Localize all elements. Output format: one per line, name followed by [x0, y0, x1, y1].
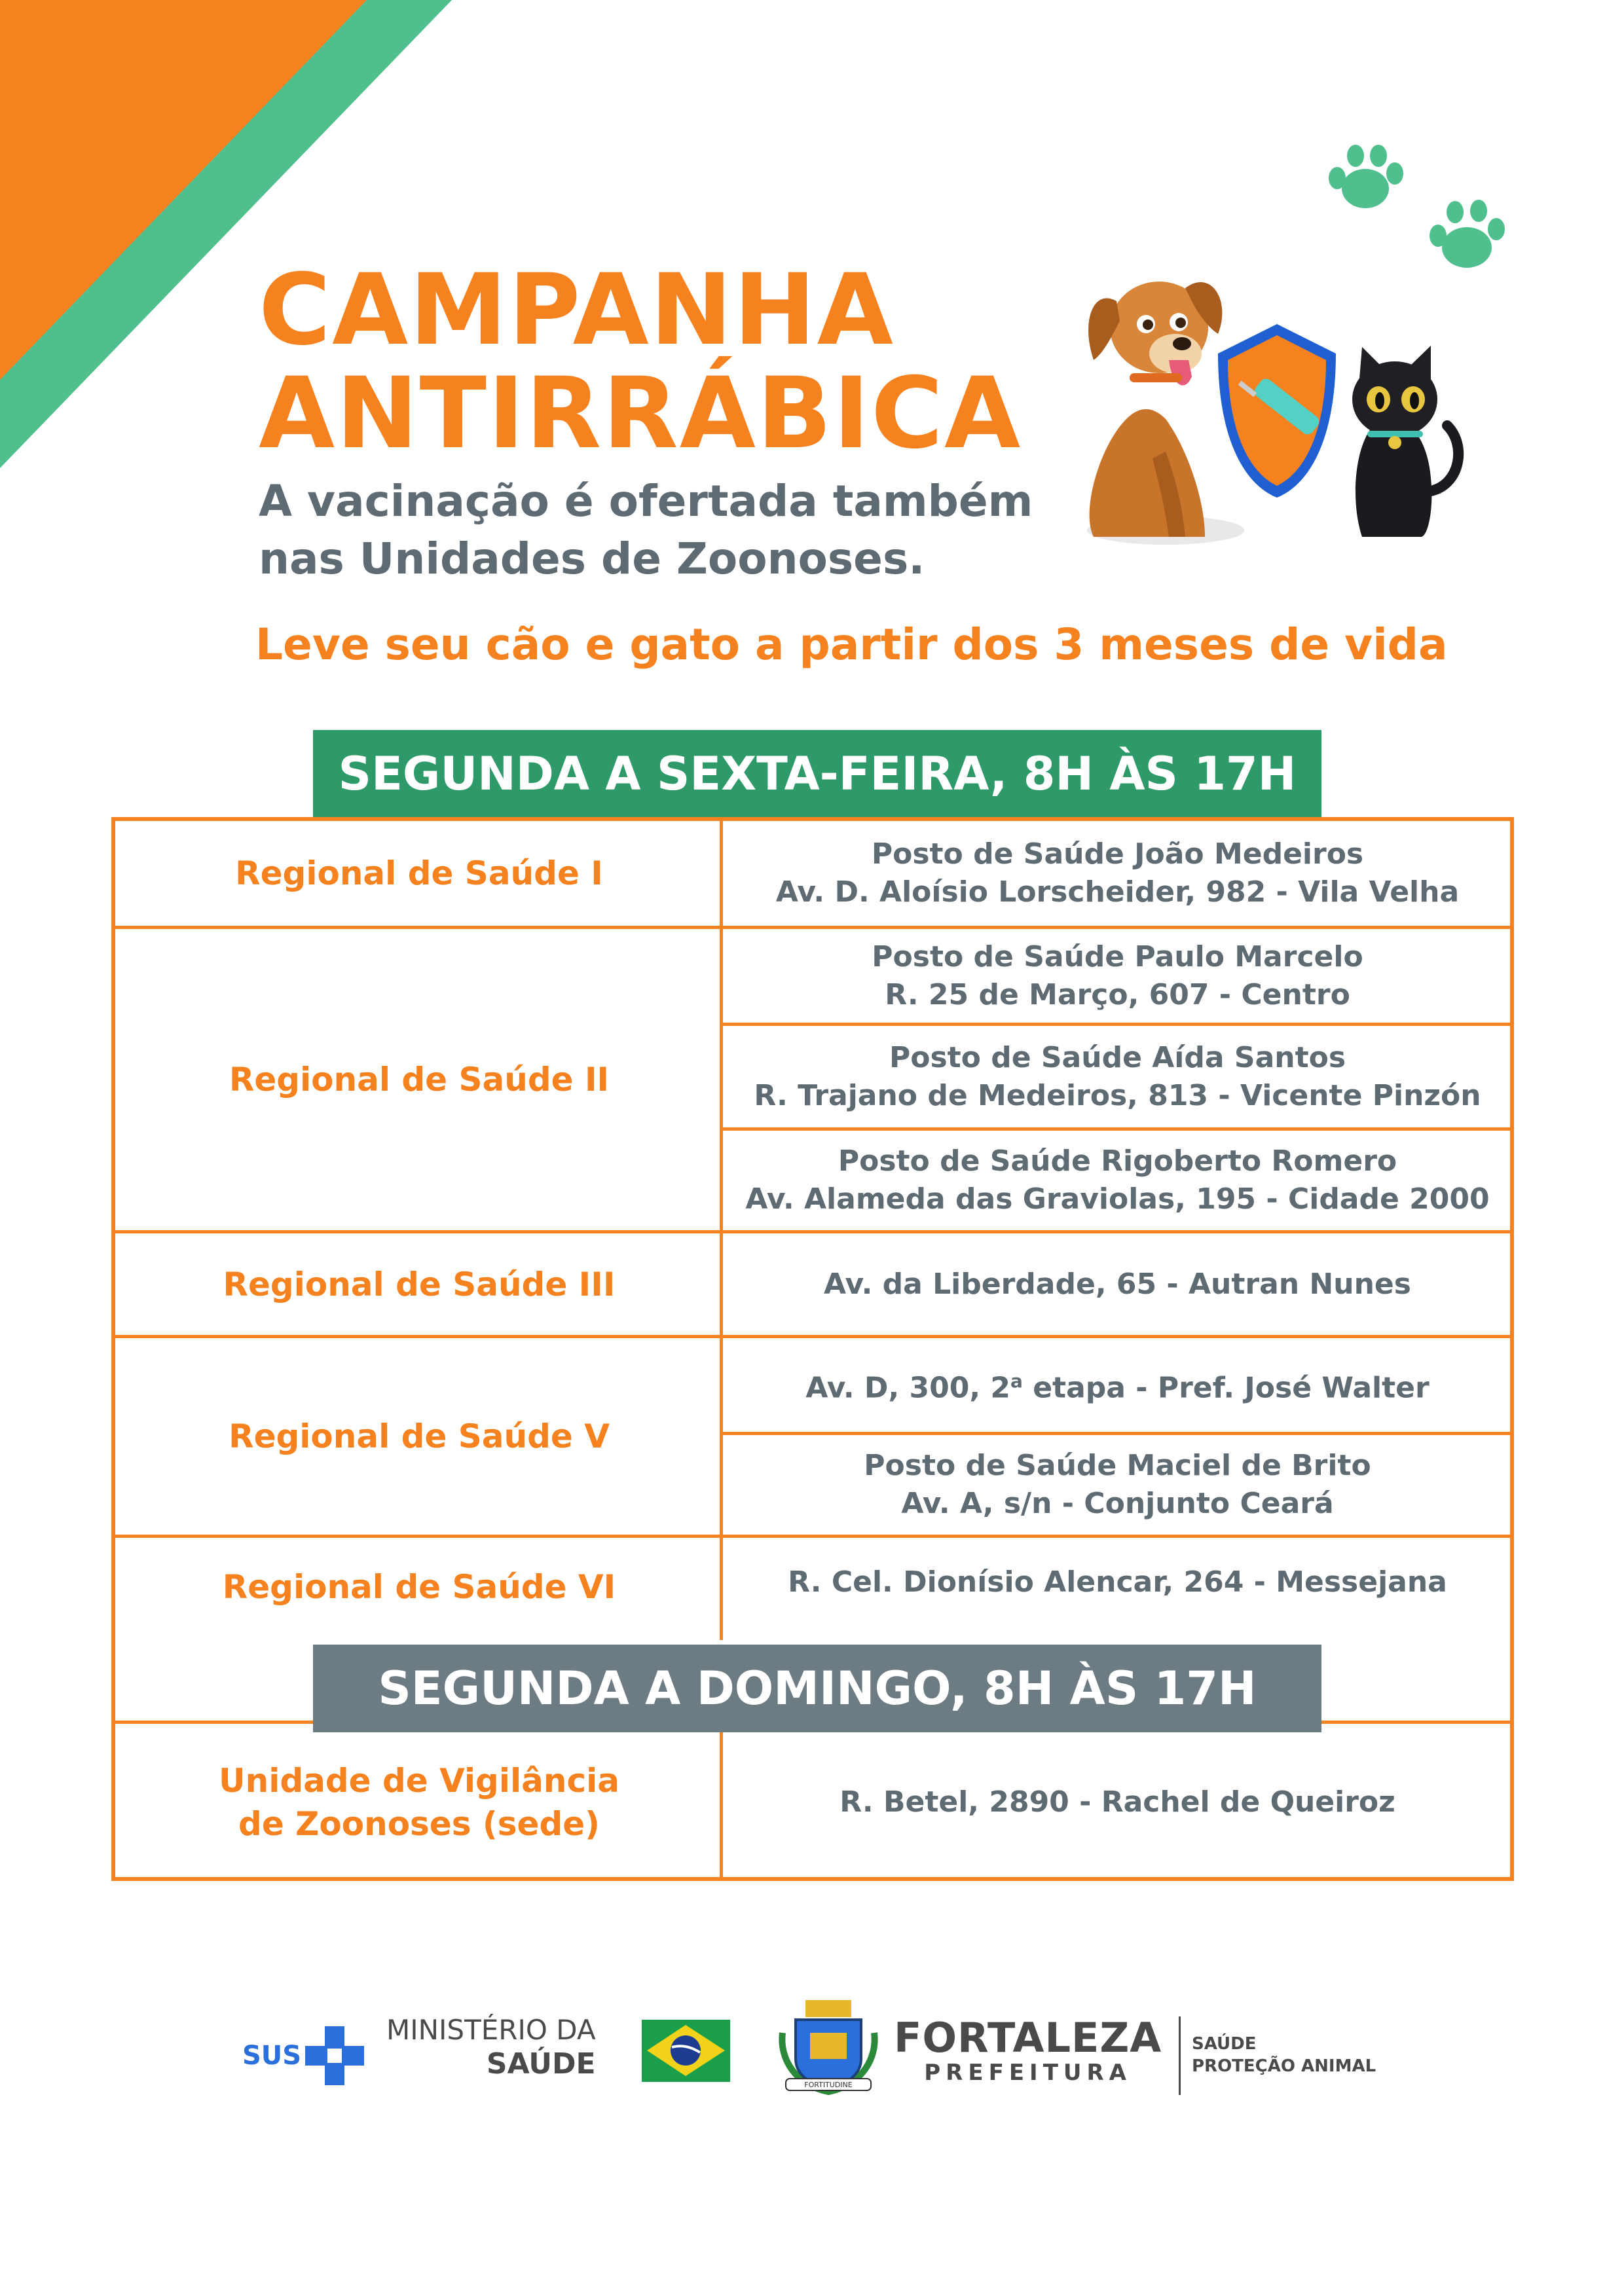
plus-cross-icon	[305, 2026, 364, 2085]
location-address: Av. da Liberdade, 65 - Autran Nunes	[824, 1267, 1411, 1301]
ministry-logo	[386, 2013, 596, 2081]
region-3-location	[725, 1233, 1510, 1335]
region-1-location	[725, 821, 1510, 926]
location-address: R. Cel. Dionísio Alencar, 264 - Messejana	[788, 1565, 1447, 1599]
sus-logo	[242, 2026, 364, 2085]
fortaleza-name: FORTALEZA	[894, 2014, 1162, 2062]
location-address: R. 25 de Março, 607 - Centro	[885, 977, 1350, 1011]
headquarters-name-line-1: Unidade de Vigilância	[219, 1762, 619, 1800]
subtitle-line-1: A vacinação é ofertada também	[259, 476, 1033, 526]
region-2-label: Regional de Saúde II	[229, 1061, 610, 1099]
svg-text:FORTITUDINE: FORTITUDINE	[804, 2081, 853, 2089]
region-2-location-3	[725, 1131, 1510, 1230]
region-1-label: Regional de Saúde I	[235, 854, 603, 892]
paw-prints-icon	[1310, 137, 1526, 282]
location-address	[805, 1362, 1429, 1408]
location-name: Posto de Saúde João Medeiros	[871, 837, 1364, 871]
location-address: Av. A, s/n - Conjunto Ceará	[901, 1487, 1334, 1520]
brazil-flag-icon	[642, 2020, 730, 2082]
region-6-label: Regional de Saúde VI	[222, 1568, 616, 1606]
region-5-location-2	[725, 1435, 1510, 1535]
schedule-weekdays-band: SEGUNDA A SEXTA-FEIRA, 8H ÀS 17H	[313, 730, 1321, 818]
title-line-1: CAMPANHA	[259, 253, 895, 367]
headquarters-name-line-2: de Zoonoses (sede)	[238, 1805, 600, 1843]
dog-icon	[1087, 282, 1244, 545]
location-address: Av. D. Aloísio Lorscheider, 982 - Vila Velha	[775, 875, 1460, 909]
subtitle	[259, 473, 1110, 588]
fortaleza-seal-icon	[769, 1994, 887, 2098]
cat-icon	[1352, 346, 1458, 537]
department-line-2: PROTEÇÃO ANIMAL	[1192, 2056, 1376, 2076]
region-6-location	[725, 1538, 1510, 1627]
sus-text: SUS	[242, 2041, 302, 2071]
fortaleza-sub: PREFEITURA	[924, 2060, 1132, 2086]
ordinal-superscript: a	[1010, 1370, 1023, 1393]
subtitle-line-2: nas Unidades de Zoonoses.	[259, 534, 925, 584]
region-2-location-1	[725, 929, 1510, 1023]
location-address: R. Trajano de Medeiros, 813 - Vicente Pinzón	[754, 1078, 1481, 1112]
location-address: Av. Alameda das Graviolas, 195 - Cidade 2000	[745, 1182, 1490, 1216]
location-name: Posto de Saúde Maciel de Brito	[864, 1449, 1371, 1482]
region-3-label: Regional de Saúde III	[223, 1265, 616, 1303]
shield-icon	[1218, 324, 1336, 498]
location-name: Posto de Saúde Paulo Marcelo	[872, 939, 1363, 974]
fortaleza-logo	[894, 2016, 1162, 2086]
department-line-1: SAÚDE	[1192, 2034, 1257, 2054]
headquarters-label	[115, 1724, 723, 1881]
location-address: R. Betel, 2890 - Rachel de Queiroz	[840, 1785, 1395, 1819]
headquarters-address	[725, 1724, 1510, 1881]
location-name: Posto de Saúde Rigoberto Romero	[838, 1144, 1397, 1178]
schedule-all-week-band: SEGUNDA A DOMINGO, 8H ÀS 17H	[313, 1645, 1321, 1732]
tagline: Leve seu cão e gato a partir dos 3 meses de vida	[255, 619, 1448, 670]
dog-cat-vaccine-illustration	[1054, 262, 1473, 576]
footer-logos	[242, 1990, 1395, 2121]
address-part: Av. D, 300, 2	[805, 1371, 1010, 1405]
footer-divider	[1179, 2016, 1181, 2095]
region-5-label: Regional de Saúde V	[229, 1417, 610, 1455]
department-label	[1192, 2033, 1376, 2077]
ministry-line-1: MINISTÉRIO DA	[386, 2014, 596, 2046]
region-5-location-1	[725, 1338, 1510, 1432]
title-line-2: ANTIRRÁBICA	[259, 357, 1022, 471]
ministry-line-2: SAÚDE	[486, 2047, 596, 2081]
page-title	[259, 253, 1022, 471]
region-2-location-2	[725, 1026, 1510, 1127]
address-part: etapa - Pref. José Walter	[1022, 1371, 1430, 1405]
location-name: Posto de Saúde Aída Santos	[889, 1040, 1346, 1074]
